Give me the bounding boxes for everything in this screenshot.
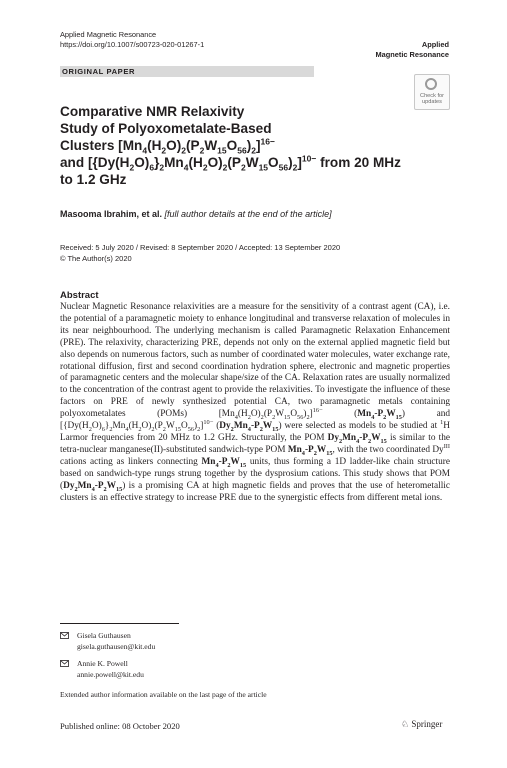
footnote-divider [60,623,179,624]
t: 2 [197,425,201,433]
t: 56 [297,414,304,422]
t: O) [91,421,102,432]
journal-logo [375,40,449,60]
t: W [371,432,381,443]
t: ) [194,421,198,432]
t: Mn [357,409,372,420]
t: W [245,155,259,170]
copyright: © The Author(s) 2020 [60,254,132,263]
t: } [154,155,160,170]
t: ) [288,155,293,170]
t: 16− [312,407,323,415]
check-updates-icon [425,78,437,90]
t: -P [250,421,260,432]
t: Mn [164,155,184,170]
t: 2 [109,425,113,433]
t: 15 [115,485,123,493]
contact-name: Annie K. Powell [77,659,128,668]
t: ) were selected as models to be studied at [278,421,441,432]
t: 4 [356,437,360,445]
article-title [60,103,440,188]
article-history: Received: 5 July 2020 / Revised: 8 September 2020 / Accepted: 13 September 2020 [60,243,341,252]
author-line [60,209,332,219]
t: 2 [181,145,186,156]
t: 2 [222,162,228,173]
t: from 20 MHz [316,155,401,170]
t: 56 [237,145,247,156]
abstract-heading: Abstract [60,290,99,301]
t: 2 [230,425,234,433]
t: 56 [187,425,195,433]
t: 15 [284,414,291,422]
published-online: Published online: 08 October 2020 [60,721,180,731]
t: 4 [247,425,251,433]
compound-label [219,421,278,431]
contact-name: Gisela Guthausen [77,631,131,640]
t: 4 [91,485,95,493]
t: 2 [260,414,264,422]
t: O) [141,421,152,432]
t: W [230,456,240,467]
t: ) [303,409,307,420]
t: 2 [247,414,251,422]
t: ] [297,155,302,170]
t: 15 [395,414,402,422]
t: 15 [326,449,333,457]
t: 2 [368,437,372,445]
t: 6 [101,425,105,433]
extended-author-note: Extended author information available on the last page of the article [60,690,267,699]
compound-label [202,457,247,467]
journal-logo-line1: Applied [421,40,449,49]
t: Mn [77,480,92,491]
t: (P [227,155,241,170]
t: W [316,444,327,455]
springer-horse-icon: ♘ [401,719,410,729]
t: 2 [241,162,246,173]
t: W [275,409,285,420]
t: 2 [313,449,317,457]
t: -P [374,409,384,420]
t: 2 [199,145,205,156]
author-names[interactable]: Masooma Ibrahim, et al. [60,209,165,219]
t: 6 [149,162,155,173]
t: 2 [227,461,231,469]
t: 2 [129,162,135,173]
t: ) is a promising CA at high magnetic fields and proves that the use of heterometallic clusters is an effective strategy to increase PRE due to the synergistic effects from different metal ions. [60,480,450,503]
t: W [165,421,175,432]
t: 2 [138,425,142,433]
t: 15 [272,425,279,433]
t: W [262,421,273,432]
t: -P [218,456,228,467]
t: ) [246,138,252,153]
t: Mn [112,421,126,432]
t: 16− [260,136,275,147]
t: (P [263,409,273,420]
springer-logo [401,719,442,730]
t: W [386,409,396,420]
t: 2 [383,414,387,422]
badge-line2: updates [422,99,442,105]
t: 4 [142,145,148,156]
doi-link[interactable]: https://doi.org/10.1007/s00723-020-01267-1 [60,40,205,49]
t: 2 [159,162,165,173]
t: 2 [151,425,155,433]
t: (H [237,409,248,420]
t: 15 [174,425,182,433]
title-line5: to 1.2 GHz [60,172,127,187]
envelope-icon [60,660,69,667]
compound-label [357,409,402,422]
title-line3 [60,137,440,154]
t: 15 [217,145,227,156]
t: 10− [203,418,214,426]
t: cations acting as linkers connecting [60,456,202,467]
t: Clusters [Mn [60,138,143,153]
t: Dy [327,432,339,443]
t: Mn [233,421,248,432]
t: (H [128,421,139,432]
t: Mn [201,456,216,467]
t: ] [200,421,204,432]
journal-name: Applied Magnetic Resonance [60,30,157,39]
journal-header [60,30,204,50]
t: 2 [306,414,310,422]
t: -P [94,480,104,491]
t: ( [213,421,220,432]
t: , with the two coordinated Dy [332,444,444,455]
t: O) [134,155,150,170]
t: 2 [74,485,78,493]
t: 4 [125,425,129,433]
t: and [{Dy(H [60,155,130,170]
t: 1 [440,418,444,426]
t: (P [154,421,163,432]
t: W [106,480,116,491]
t: 2 [162,425,166,433]
journal-logo-line2: Magnetic Resonance [375,50,449,59]
t: 4 [301,449,305,457]
t: Nuclear Magnetic Resonance relaxivities are a measure for the sensitivity of a contrast agent (CA), i.e. the potential of a paramagnetic moiety to enhance longitudinal and transverse relaxation of molecules in its near neighbourhood. The underlying mechanism is called Paramagnetic Relaxation Enhancement (PRE). The relaxivity, characterizing PRE, depends not only on the external applied magnetic field but also depends on numerous factors, such as number of coordinated water molecules, water exchange rate, rotational diffusion, first and second coordination hydration sphere, electronic and magnetic properties of paramagnetic centers and the molecular shape/size of the CA. Relaxation rates are usually normalized to the concentration of the contrast agent to provide the relaxivities. To investigate the influence of these factors on PRE of newly synthesized potential CA, two paramagnetic metals containing polyoxometalates (POMs) [Mn [60,302,450,420]
t: III [443,442,450,450]
t: 4 [234,414,238,422]
compound-label [288,445,333,455]
t: Mn [342,432,357,443]
t: is similar to the tetra-nuclear manganese(II)-substituted sandwich-type POM [60,432,450,455]
t: 4 [183,162,189,173]
t: ) and [{Dy(H [60,409,451,432]
t: 15 [239,461,247,469]
article-type: ORIGINAL PAPER [62,67,136,76]
compound-label [63,481,122,491]
abstract-body [60,302,450,504]
t: } [104,421,110,432]
article-type-bar [60,66,314,77]
t: -P [359,432,369,443]
t: 4 [215,461,219,469]
title-line1: Comparative NMR Relaxivity [60,104,245,119]
envelope-icon [60,632,69,639]
t: 2 [272,414,276,422]
badge-line1: Check for [420,93,444,99]
t: 2 [161,145,167,156]
t: ] [255,138,261,153]
t: 2 [251,145,256,156]
t: O [181,421,188,432]
t: H Larmor frequencies from 20 MHz to 1.2 GHz. Structurally, the POM [60,421,450,443]
t: ] [309,409,313,420]
title-line4 [60,154,440,171]
compound-label [328,433,387,443]
t: 2 [292,162,298,173]
t: 56 [278,162,289,173]
t: 2 [259,425,263,433]
t: O [268,155,279,170]
t: O) [207,155,223,170]
t: Mn [287,444,302,455]
t: O) [166,138,182,153]
t: Dy [219,421,231,432]
t: 2 [88,425,92,433]
contact-email[interactable]: annie.powell@kit.edu [77,669,144,679]
t: Dy [63,480,75,491]
t: 15 [258,162,269,173]
t: O) [250,409,261,420]
t: ( [322,409,358,420]
t: W [204,138,218,153]
t: 2 [202,162,208,173]
publisher-name: Springer [411,719,443,729]
t: (P [186,138,200,153]
t: 15 [380,437,387,445]
t: -P [304,444,314,455]
t: O [290,409,298,420]
t: (H [147,138,162,153]
t: (H [188,155,203,170]
t: O [226,138,238,153]
t: 10− [301,153,317,164]
author-details-note: [full author details at the end of the article] [164,209,332,219]
t: 2 [339,437,343,445]
t: 4 [371,414,375,422]
t: 2 [103,485,107,493]
t: units, thus forming a 1D ladder-like chain structure based on sandwich-type rungs strung together by the dysprosium cations. This study shows that POM ( [60,456,450,491]
title-line2: Study of Polyoxometalate-Based [60,121,272,136]
article-dates [60,242,340,264]
contact-email[interactable]: gisela.guthausen@kit.edu [77,641,156,651]
